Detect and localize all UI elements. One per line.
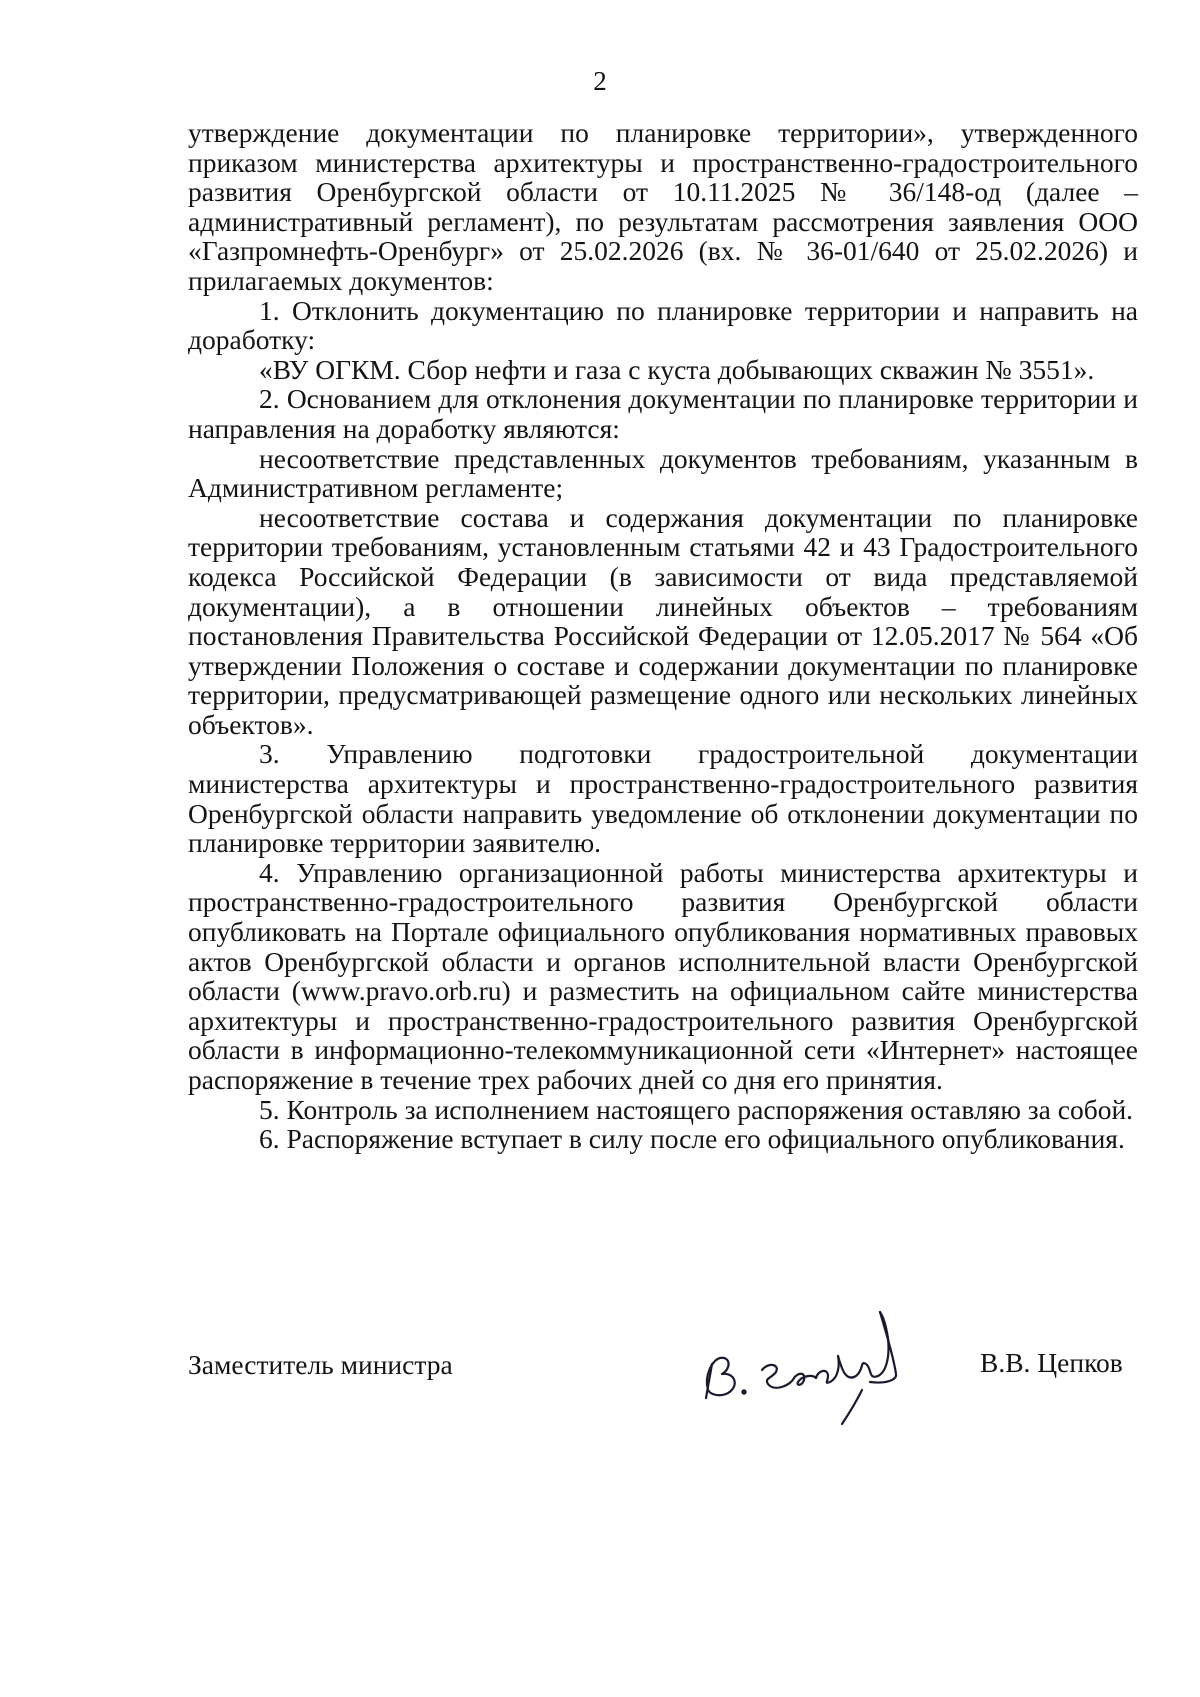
paragraph-intro: утверждение документации по планировке территории», утвержденного приказом министерства архитектуры и пространственно-градостроительного развития Оренбургской области от 10.11.2025 № 36/148-од (далее – административный регламент), по результатам рассмотрения заявления ООО «Газпромнефть-Оренбург» от 25.02.2026 (вх. № 36-01/640 от 25.02.2026) и прилагаемых документов: <box>188 117 1138 296</box>
paragraph-item-4: 4. Управлению организационной работы министерства архитектуры и пространственно-градостроительного развития Оренбургской области опубликовать на Портале официального опубликования нормативных правовых актов Оренбургской области и органов исполнительной власти Оренбургской области (www.pravo.orb.ru) и разместить на официальном сайте министерства архитектуры и пространственно-градостроительного развития Оренбургской области в информационно-телекоммуникационной сети «Интернет» настоящее распоряжение в течение трех рабочих дней со дня его принятия. <box>188 856 1138 1095</box>
paragraph-item-5: 5. Контроль за исполнением настоящего распоряжения оставляю за собой. <box>259 1093 1134 1125</box>
signatory-name: В.В. Цепков <box>980 1347 1123 1378</box>
paragraph-item-2: 2. Основанием для отклонения документации по планировке территории и направления на доработку являются: <box>188 383 1138 444</box>
signatory-position: Заместитель министра <box>188 1349 453 1380</box>
page-number: 2 <box>593 66 607 96</box>
paragraph-reason-2: несоответствие состава и содержания документации по планировке территории требованиям, установленным статьями 42 и 43 Градостроительного кодекса Российской Федерации (в зависимости от вида представляемой документации), а в отношении линейных объектов – требованиям постановления Правительства Российской Федерации от 12.05.2017 № 564 «Об утверждении Положения о составе и содержании документации по планировке территории, предусматривающей размещение одного или нескольких линейных объектов». <box>188 501 1138 740</box>
paragraph-item-1: 1. Отклонить документацию по планировке территории и направить на доработку: <box>188 294 1138 356</box>
paragraph-item-3: 3. Управлению подготовки градостроительной документации министерства архитектуры и пространственно-градостроительного развития Оренбургской области направить уведомление об отклонении документации по планировке территории заявителю. <box>188 738 1138 859</box>
document-body <box>188 118 1138 1154</box>
paragraph-item-6: 6. Распоряжение вступает в силу после его официального опубликования. <box>259 1123 1125 1155</box>
handwritten-signature <box>690 1298 930 1428</box>
paragraph-project-title: «ВУ ОГКМ. Сбор нефти и газа с куста добывающих скважин № 3551». <box>259 353 1095 385</box>
paragraph-reason-1: несоответствие представленных документов требованиям, указанным в Административном регламенте; <box>188 442 1138 504</box>
